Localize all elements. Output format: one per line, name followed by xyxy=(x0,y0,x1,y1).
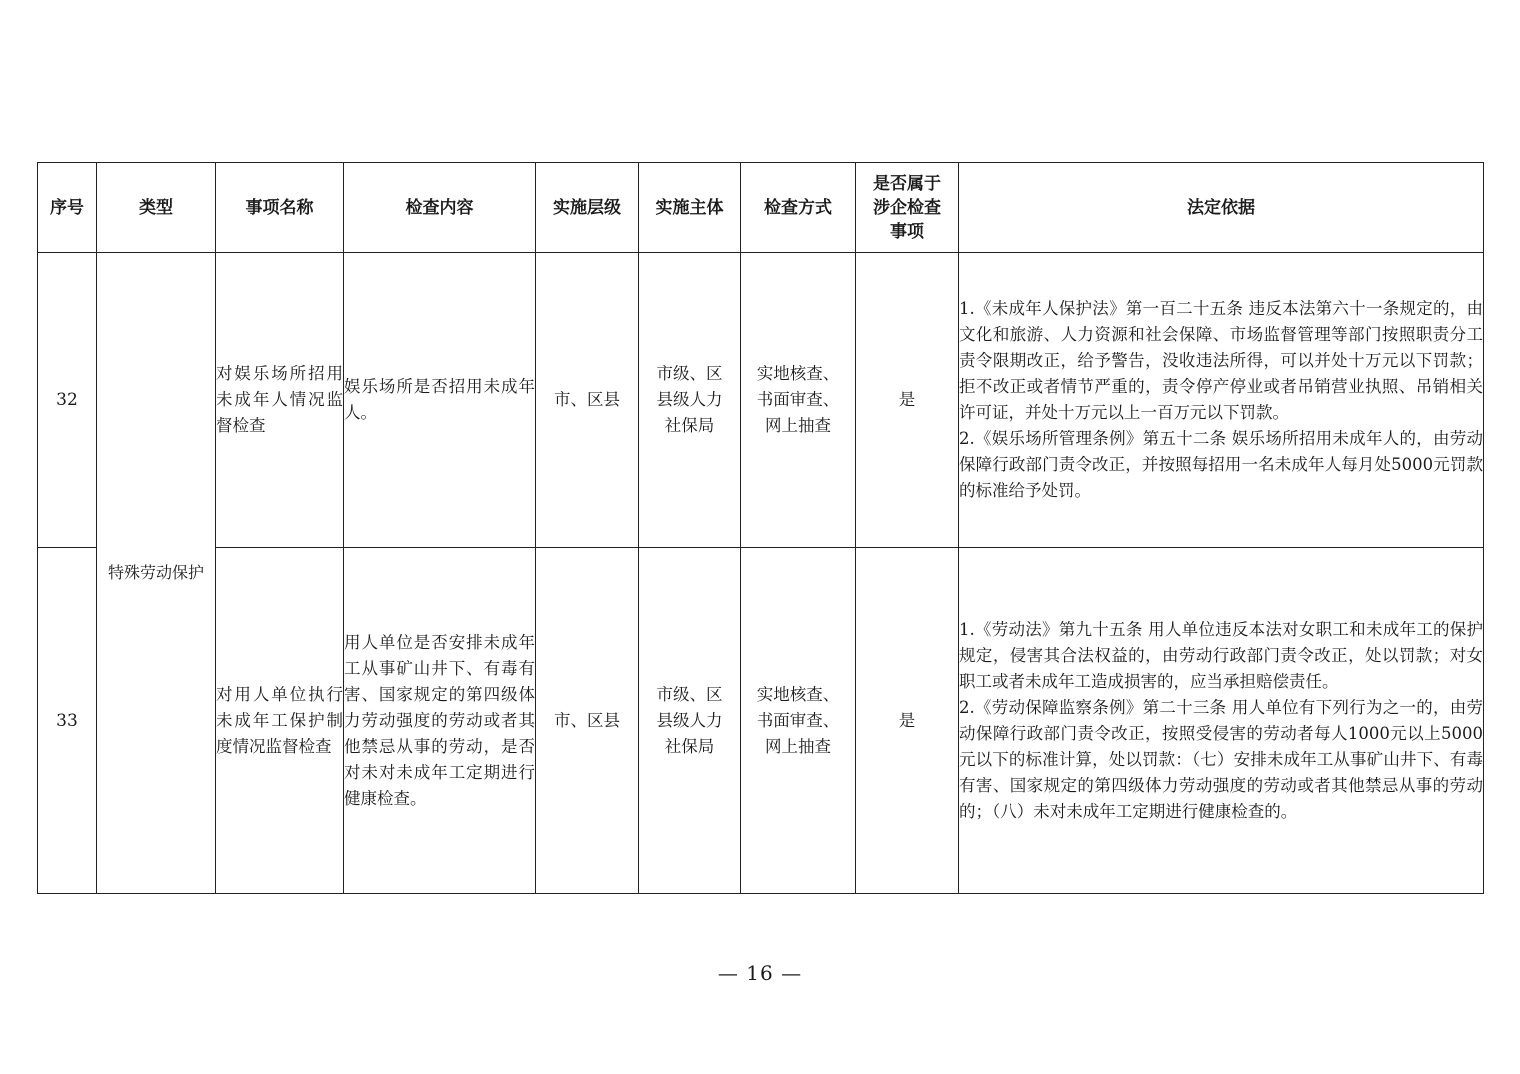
row-item-name: 对用人单位执行未成年工保护制度情况监督检查 xyxy=(216,548,344,894)
row-enterprise: 是 xyxy=(856,548,959,894)
header-enterprise: 是否属于涉企检查事项 xyxy=(856,163,959,253)
table-row xyxy=(38,253,1484,548)
row-seq: 33 xyxy=(38,548,97,894)
row-seq: 32 xyxy=(38,253,97,548)
header-item-name: 事项名称 xyxy=(216,163,344,253)
header-seq: 序号 xyxy=(38,163,97,253)
header-level: 实施层级 xyxy=(536,163,639,253)
row-level: 市、区县 xyxy=(536,548,639,894)
basis-item: 1.《未成年人保护法》第一百二十五条 违反本法第六十一条规定的，由文化和旅游、人力资源和社会保障、市场监督管理等部门按照职责分工责令限期改正，给予警告，没收违法所得，可以并处十万元以下罚款；拒不改正或者情节严重的，责令停产停业或者吊销营业执照、吊销相关许可证，并处十万元以上一百万元以下罚款。 xyxy=(959,299,1483,422)
table-row xyxy=(38,548,1484,894)
header-basis: 法定依据 xyxy=(959,163,1484,253)
row-type: 特殊劳动保护 xyxy=(97,253,216,894)
header-content: 检查内容 xyxy=(344,163,536,253)
inspection-table xyxy=(37,162,1484,894)
row-subject: 市级、区县级人力社保局 xyxy=(639,253,741,548)
row-item-name: 对娱乐场所招用未成年人情况监督检查 xyxy=(216,253,344,548)
row-method: 实地核查、书面审查、网上抽查 xyxy=(741,253,856,548)
basis-item: 2.《娱乐场所管理条例》第五十二条 娱乐场所招用未成年人的，由劳动保障行政部门责令改正，并按照每招用一名未成年人每月处5000元罚款的标准给予处罚。 xyxy=(959,429,1483,500)
row-basis xyxy=(959,548,1484,894)
row-basis xyxy=(959,253,1484,548)
header-type: 类型 xyxy=(97,163,216,253)
row-subject: 市级、区县级人力社保局 xyxy=(639,548,741,894)
header-method: 检查方式 xyxy=(741,163,856,253)
row-content: 娱乐场所是否招用未成年人。 xyxy=(344,253,536,548)
row-method: 实地核查、书面审查、网上抽查 xyxy=(741,548,856,894)
table-header-row xyxy=(38,163,1484,253)
basis-item: 1.《劳动法》第九十五条 用人单位违反本法对女职工和未成年工的保护规定，侵害其合法权益的，由劳动行政部门责令改正，处以罚款；对女职工或者未成年工造成损害的，应当承担赔偿责任。 xyxy=(959,619,1483,691)
row-content: 用人单位是否安排未成年工从事矿山井下、有毒有害、国家规定的第四级体力劳动强度的劳动或者其他禁忌从事的劳动，是否对未对未成年工定期进行健康检查。 xyxy=(344,548,536,894)
header-subject: 实施主体 xyxy=(639,163,741,253)
page-number: — 16 — xyxy=(717,961,803,985)
row-level: 市、区县 xyxy=(536,253,639,548)
basis-item: 2.《劳动保障监察条例》第二十三条 用人单位有下列行为之一的，由劳动保障行政部门责令改正，按照受侵害的劳动者每人1000元以上5000元以下的标准计算，处以罚款：（七）安排未成年工从事矿山井下、有毒有害、国家规定的第四级体力劳动强度的劳动或者其他禁忌从事的劳动的；（八）未对未成年工定期进行健康检查的。 xyxy=(959,697,1483,821)
row-enterprise: 是 xyxy=(856,253,959,548)
